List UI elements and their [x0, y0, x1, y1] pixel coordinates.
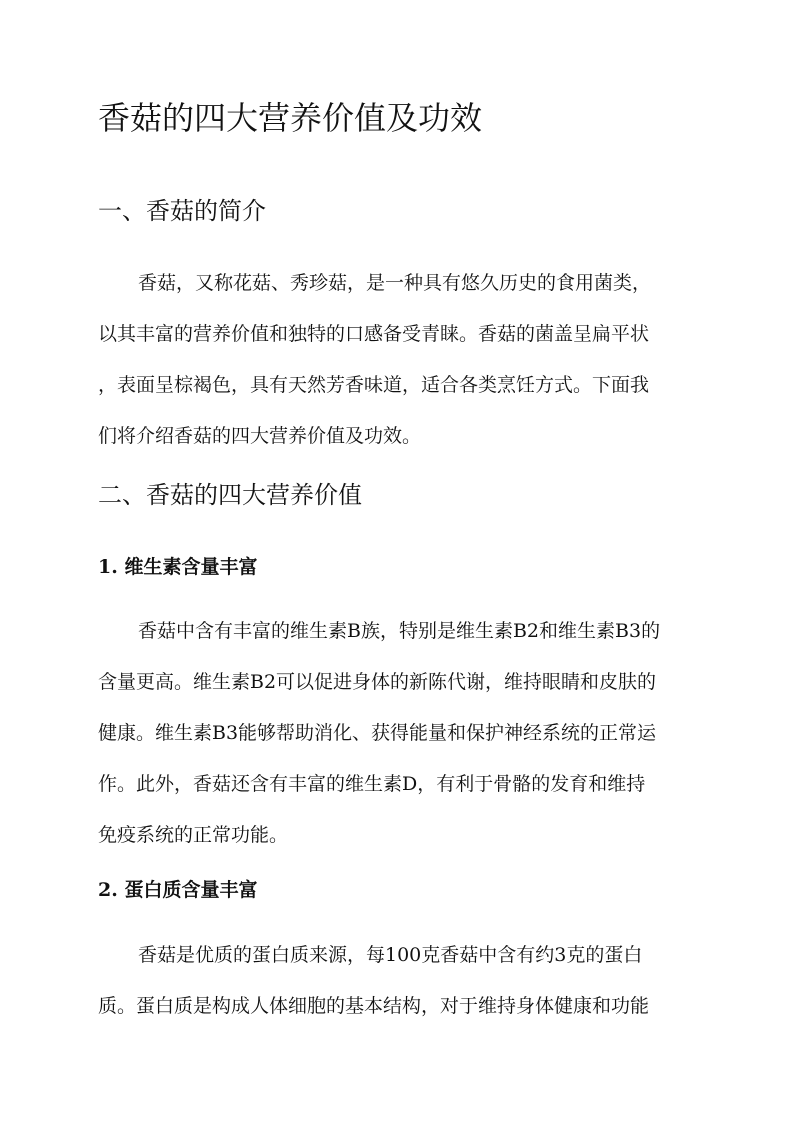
paragraph-line: 含量更高。维生素B2可以促进身体的新陈代谢，维持眼睛和皮肤的: [98, 671, 657, 693]
subsection-heading-protein: 2. 蛋白质含量丰富: [98, 879, 258, 901]
paragraph-line: 香菇，又称花菇、秀珍菇，是一种具有悠久历史的食用菌类，: [138, 272, 652, 294]
paragraph-line: 们将介绍香菇的四大营养价值及功效。: [98, 425, 422, 447]
paragraph-line: 以其丰富的营养价值和独特的口感备受青睐。香菇的菌盖呈扁平状: [98, 323, 650, 345]
paragraph-line: 健康。维生素B3能够帮助消化、获得能量和保护神经系统的正常运: [98, 722, 657, 744]
paragraph-line: 香菇是优质的蛋白质来源，每100克香菇中含有约3克的蛋白: [138, 944, 643, 966]
protein-paragraph: [98, 930, 702, 1032]
paragraph-line: 作。此外，香菇还含有丰富的维生素D，有利于骨骼的发育和维持: [98, 773, 646, 795]
paragraph-line: ，表面呈棕褐色，具有天然芳香味道，适合各类烹饪方式。下面我: [98, 374, 650, 396]
section-heading-nutrition: 二、香菇的四大营养价值: [98, 481, 362, 509]
document-title: 香菇的四大营养价值及功效: [98, 99, 483, 137]
subsection-heading-vitamins: 1. 维生素含量丰富: [98, 556, 258, 578]
paragraph-line: 香菇中含有丰富的维生素B族，特别是维生素B2和维生素B3的: [138, 620, 661, 642]
vitamins-paragraph: [98, 606, 702, 861]
paragraph-line: 质。蛋白质是构成人体细胞的基本结构，对于维持身体健康和功能: [98, 995, 650, 1017]
section-heading-introduction: 一、香菇的简介: [98, 197, 266, 225]
paragraph-line: 免疫系统的正常功能。: [98, 824, 289, 846]
introduction-paragraph: [98, 258, 702, 462]
